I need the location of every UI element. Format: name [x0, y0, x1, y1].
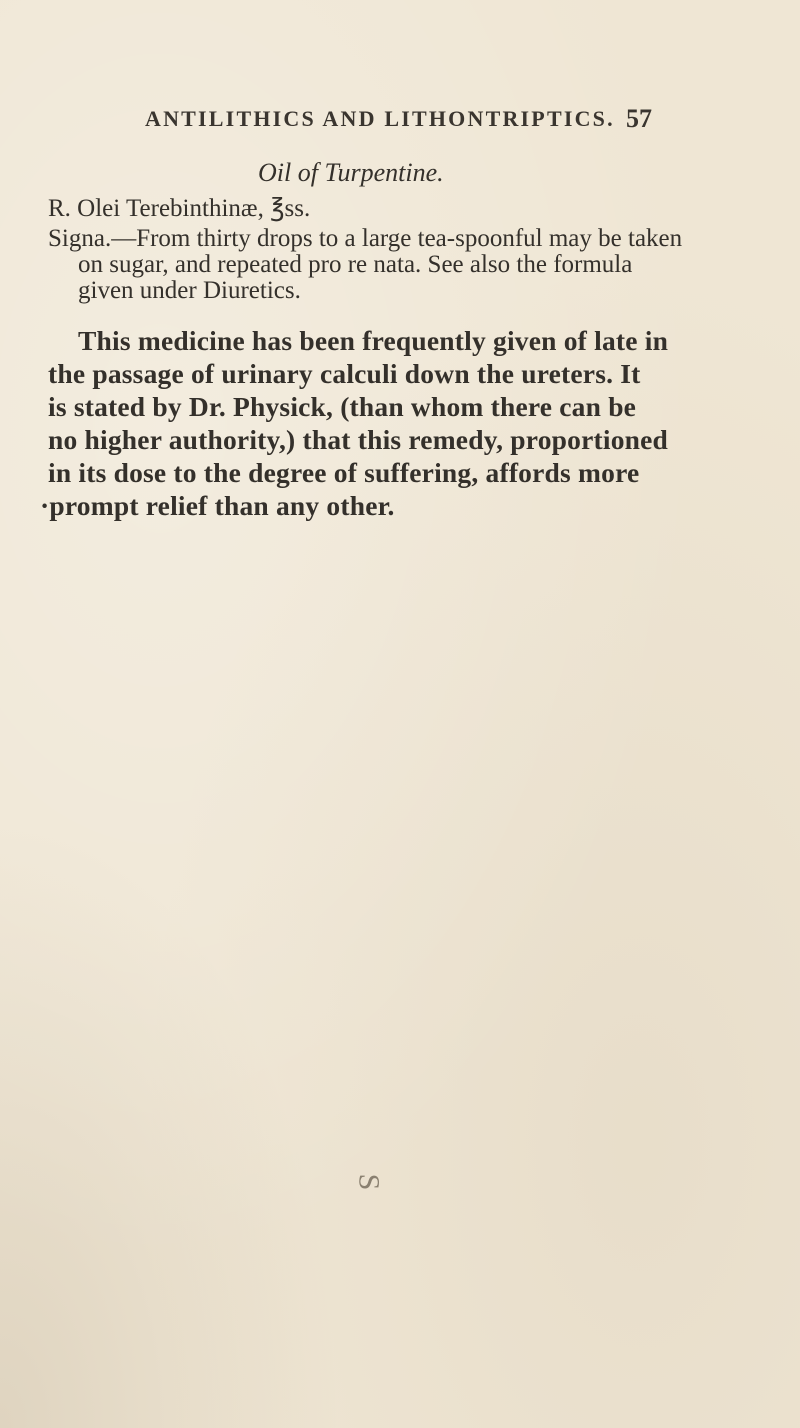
- paragraph-line-5: in its dose to the degree of suffering, affords more: [48, 457, 640, 488]
- section-title: Oil of Turpentine.: [258, 158, 444, 187]
- page-number: 57: [626, 104, 652, 133]
- paragraph-line-4: no higher authority,) that this remedy, proportioned: [48, 424, 669, 455]
- paragraph-line-1: This medicine has been frequently given of late in: [78, 325, 669, 356]
- paragraph-line-2: the passage of urinary calculi down the ureters. It: [48, 358, 641, 389]
- recipe-line: R. Olei Terebinthinæ, ℥ss.: [48, 195, 311, 222]
- signa-line-1: Signa.—From thirty drops to a large tea-spoonful may be taken: [48, 225, 683, 252]
- signature-mark: S: [352, 1173, 386, 1191]
- signa-line-3: given under Diuretics.: [78, 277, 301, 304]
- paragraph-line-3: is stated by Dr. Physick, (than whom there can be: [48, 391, 637, 422]
- running-head: ANTILITHICS AND LITHONTRIPTICS.: [145, 106, 615, 131]
- signa-line-2: on sugar, and repeated pro re nata. See also the formula: [78, 251, 633, 278]
- paragraph-line-6: ·prompt relief than any other.: [40, 490, 395, 521]
